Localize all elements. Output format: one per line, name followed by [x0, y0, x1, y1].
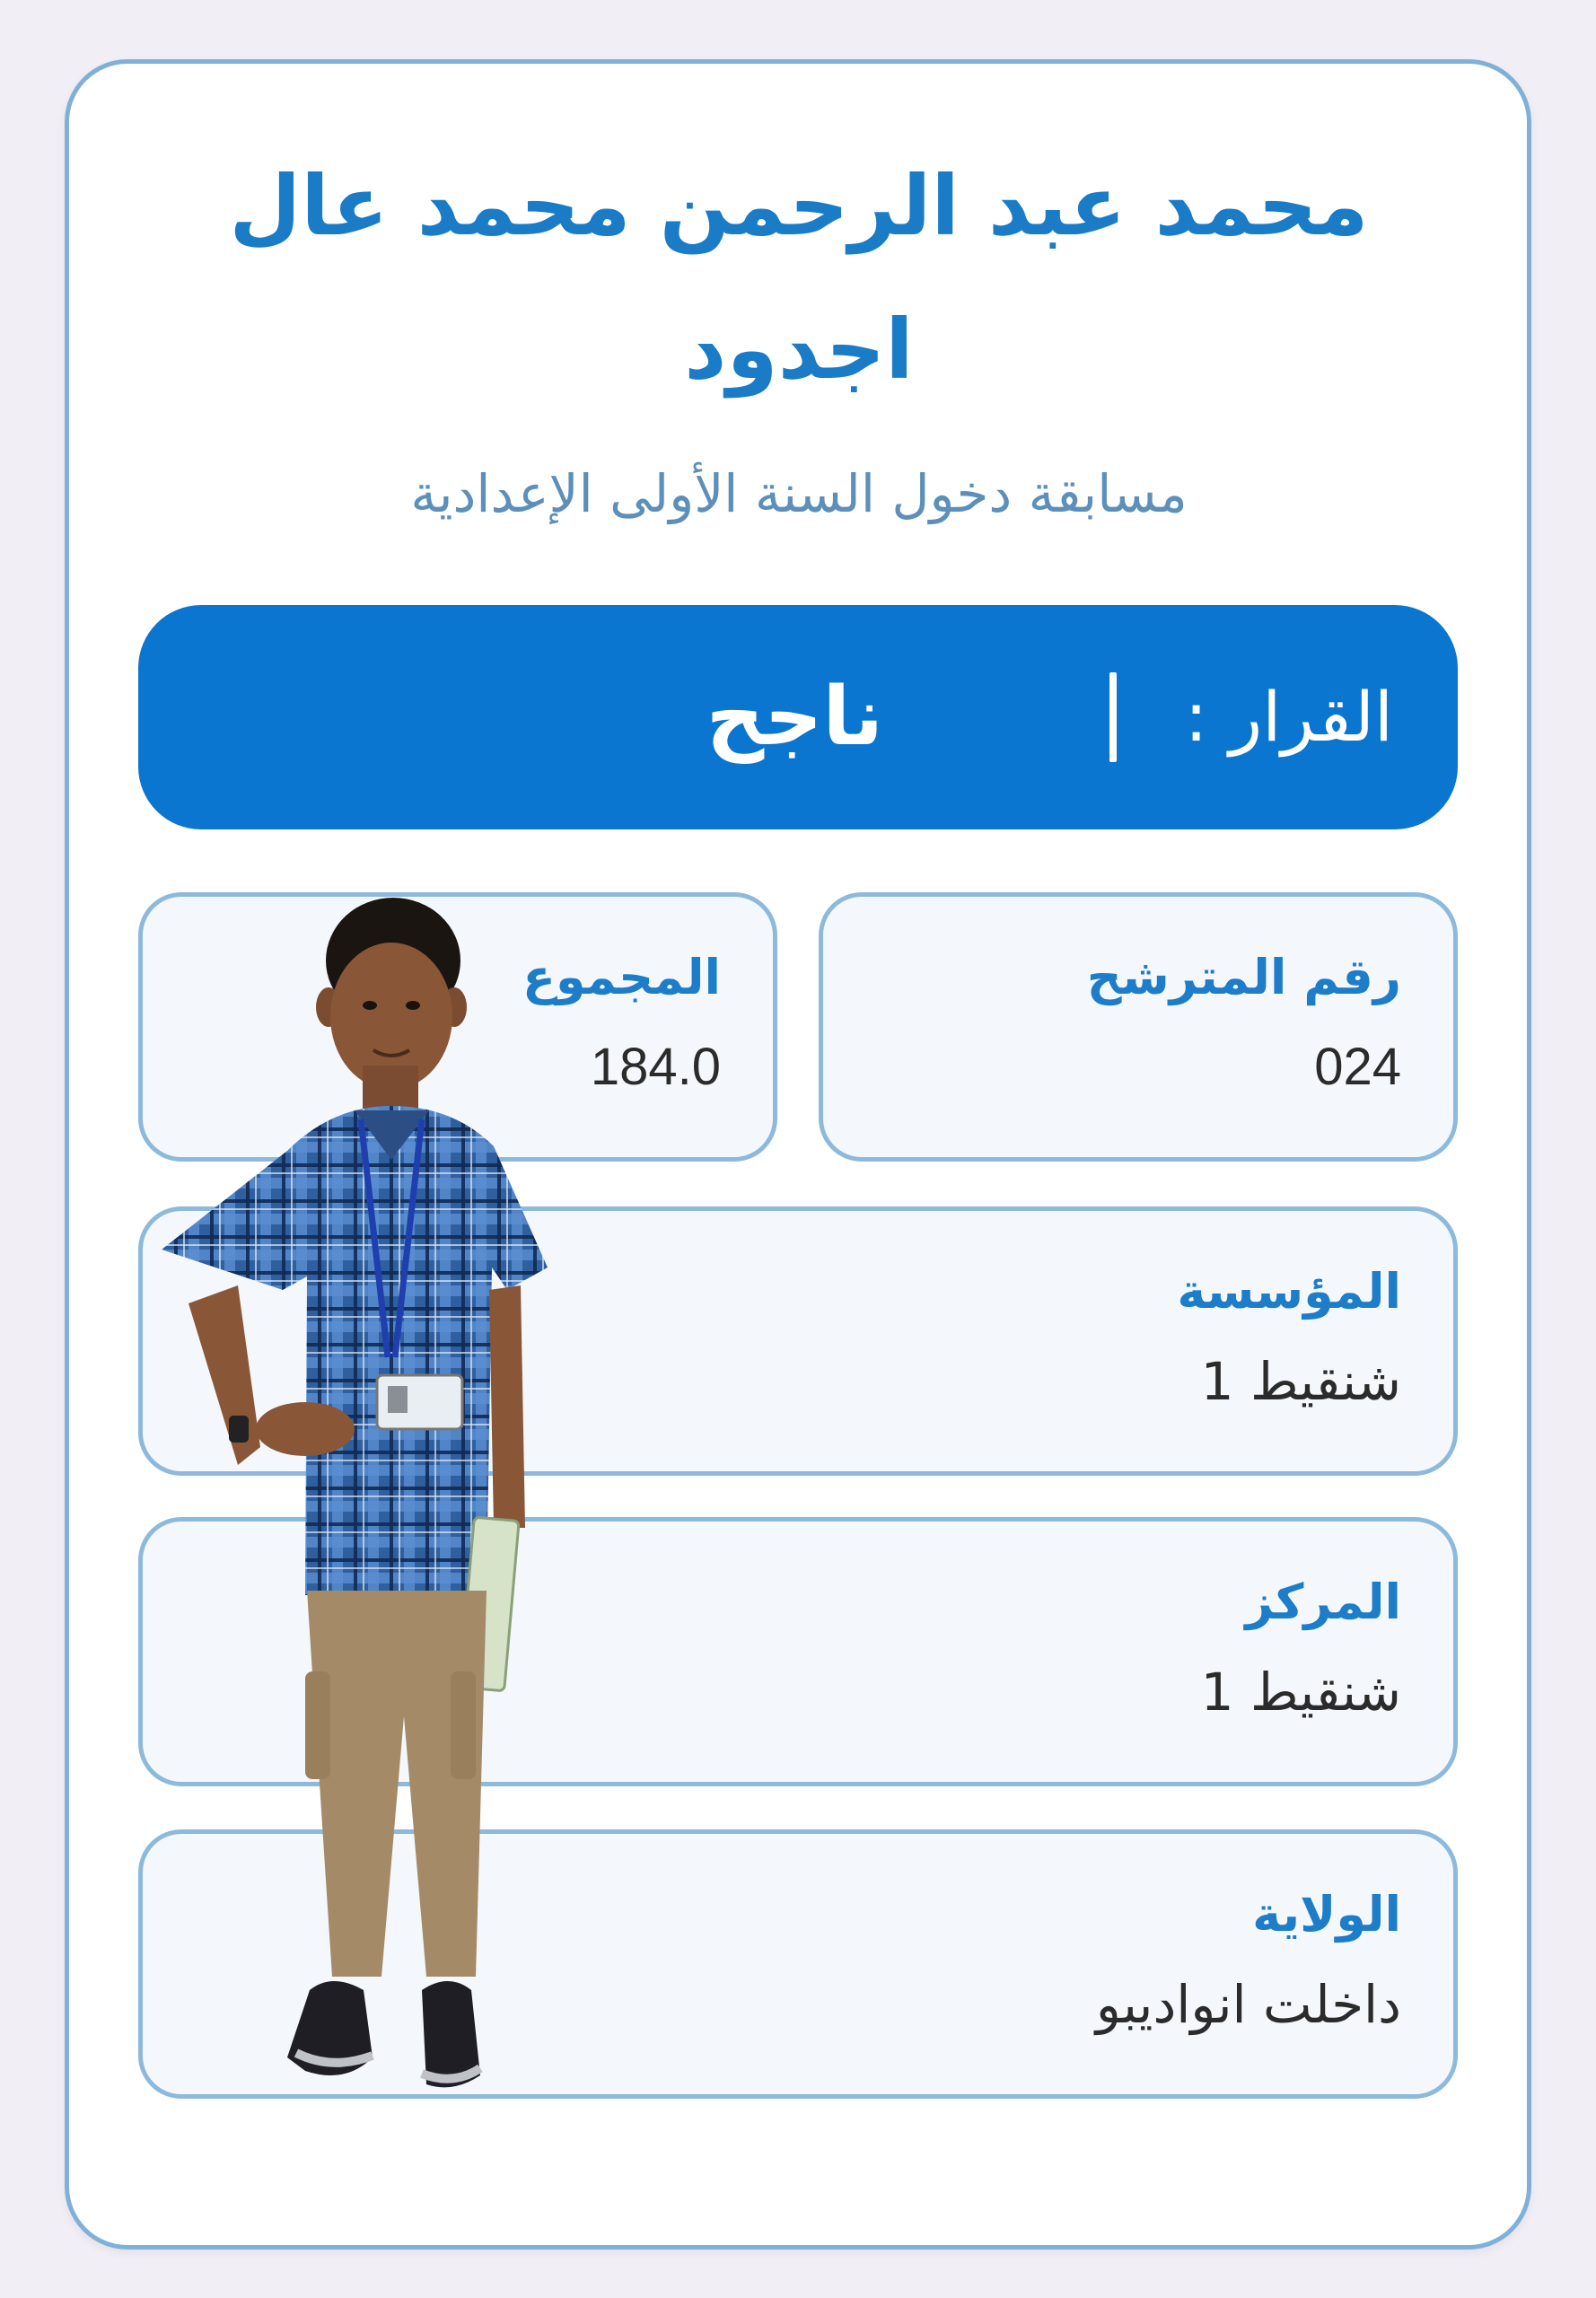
wilaya-label: الولاية [1252, 1886, 1401, 1943]
total-score-label: المجموع [522, 949, 721, 1005]
wilaya-value: داخلت انواديبو [1095, 1974, 1401, 2035]
candidate-number-box [819, 892, 1458, 1162]
school-value: شنقيط 1 [1200, 1351, 1401, 1412]
student-photo [153, 890, 557, 2093]
candidate-number-value: 024 [1314, 1038, 1401, 1096]
student-name-line2: اجدود [684, 302, 914, 398]
decision-bar [138, 605, 1458, 829]
school-label: المؤسسة [1177, 1263, 1401, 1320]
decision-label: القرار : [1184, 677, 1393, 757]
center-label: المركز [1245, 1574, 1401, 1630]
decision-value: ناجح [706, 670, 883, 764]
exam-title: مسابقة دخول السنة الأولى الإعدادية [410, 463, 1188, 524]
student-name-line1: محمد عبد الرحمن محمد عال [229, 158, 1369, 254]
student-name [144, 135, 1454, 422]
total-score-value: 184.0 [590, 1038, 721, 1096]
candidate-number-label: رقم المترشح [1086, 949, 1401, 1005]
decision-separator [1109, 672, 1117, 762]
center-value: شنقيط 1 [1200, 1662, 1401, 1723]
